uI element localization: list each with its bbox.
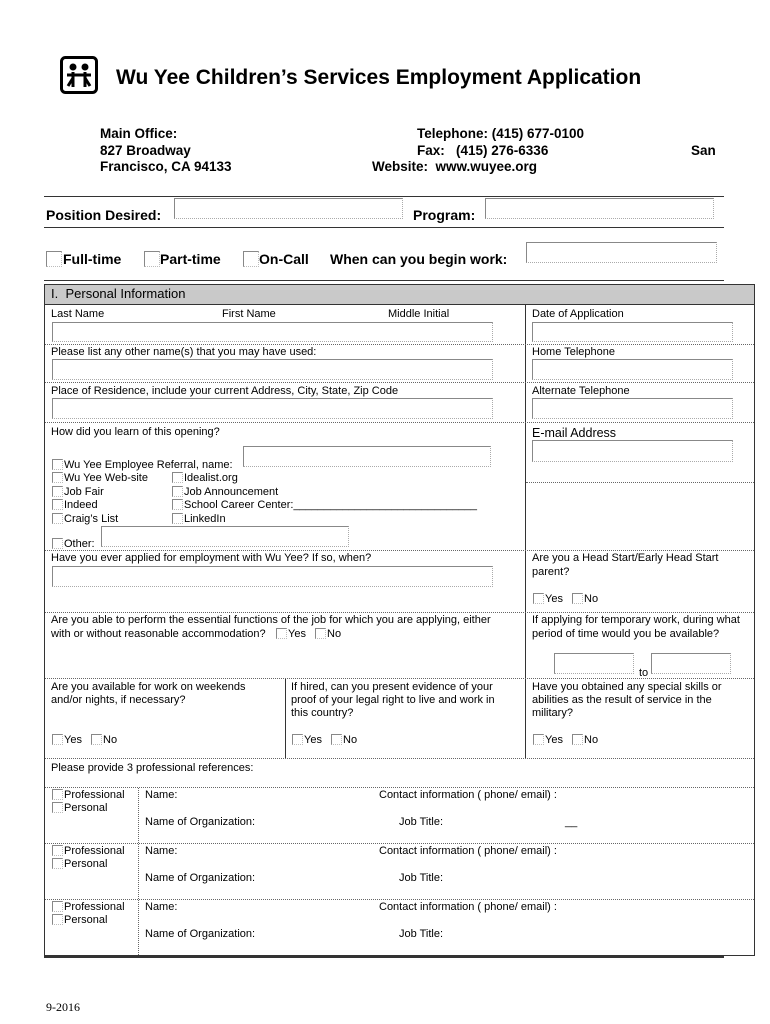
- essential-yes-label: Yes: [288, 628, 306, 640]
- last-name-label: Last Name: [51, 308, 105, 320]
- wu-yee-logo: [60, 56, 98, 94]
- city-fragment: San: [691, 143, 716, 158]
- essential-functions-label-1: Are you able to perform the essential functions of the job for which you are applying, either: [51, 614, 491, 626]
- indeed-label: Indeed: [64, 499, 98, 511]
- job-fair-label: Job Fair: [64, 486, 104, 498]
- ref3-job-title-label: Job Title:: [399, 928, 444, 940]
- website: Website: www.wuyee.org: [372, 159, 538, 174]
- program-label: Program:: [413, 207, 476, 223]
- section-title-text: Personal Information: [65, 286, 186, 301]
- ref1-personal-label: Personal: [64, 802, 108, 814]
- other-names-label: Please list any other name(s) that you may have used:: [51, 346, 317, 358]
- military-skills-label-3: military?: [532, 707, 573, 719]
- ref3-professional-checkbox[interactable]: [52, 901, 63, 912]
- office-label: Main Office:: [100, 126, 178, 141]
- other-source-field[interactable]: [101, 526, 349, 547]
- residence-label: Place of Residence, include your current Address, City, State, Zip Code: [51, 385, 399, 397]
- legal-no-checkbox[interactable]: [331, 734, 342, 745]
- temp-work-label-2: period of time would you be available?: [532, 628, 720, 640]
- military-no-label: No: [584, 734, 599, 746]
- address-line-2: Francisco, CA 94133: [100, 159, 232, 174]
- ref3-personal-checkbox[interactable]: [52, 914, 63, 925]
- military-yes-checkbox[interactable]: [533, 734, 544, 745]
- alternate-telephone-label: Alternate Telephone: [532, 385, 630, 397]
- section-title: [51, 286, 185, 301]
- position-desired-label: Position Desired:: [46, 207, 162, 223]
- full-time-checkbox[interactable]: [46, 251, 62, 267]
- middle-initial-label: Middle Initial: [388, 308, 450, 320]
- ref3-professional-label: Professional: [64, 901, 125, 913]
- ref2-professional-checkbox[interactable]: [52, 845, 63, 856]
- full-time-label: Full-time: [63, 251, 122, 267]
- row-divider: [45, 422, 754, 423]
- residence-field[interactable]: [52, 398, 493, 419]
- legal-right-label-3: this country?: [291, 707, 354, 719]
- ref2-job-title-label: Job Title:: [399, 872, 444, 884]
- ref2-personal-checkbox[interactable]: [52, 858, 63, 869]
- weekends-label-1: Are you available for work on weekends: [51, 681, 246, 693]
- ref3-contact-label: Contact information ( phone/ email) :: [379, 901, 557, 913]
- weekends-yes-label: Yes: [64, 734, 82, 746]
- position-rule: [44, 227, 724, 228]
- applied-before-label: Have you ever applied for employment with Wu Yee? If so, when?: [51, 552, 372, 564]
- position-desired-field[interactable]: [174, 198, 403, 219]
- ref1-contact-label: Contact information ( phone/ email) :: [379, 789, 557, 801]
- weekends-no-label: No: [103, 734, 118, 746]
- ref1-professional-checkbox[interactable]: [52, 789, 63, 800]
- head-start-no-checkbox[interactable]: [572, 593, 583, 604]
- ref1-organization-label: Name of Organization:: [145, 816, 256, 828]
- head-start-label-1: Are you a Head Start/Early Head Start: [532, 552, 719, 564]
- part-time-checkbox[interactable]: [144, 251, 160, 267]
- email-label: E-mail Address: [532, 426, 617, 440]
- full-name-field[interactable]: [52, 322, 493, 342]
- row-divider: [45, 758, 754, 759]
- military-yes-label: Yes: [545, 734, 563, 746]
- school-career-checkbox[interactable]: [172, 499, 183, 510]
- row-divider: [45, 344, 754, 345]
- head-start-no-label: No: [584, 593, 599, 605]
- other-names-field[interactable]: [52, 359, 493, 380]
- begin-work-field[interactable]: [526, 242, 717, 263]
- row-divider: [526, 482, 754, 483]
- program-field[interactable]: [485, 198, 714, 219]
- craigslist-checkbox[interactable]: [52, 513, 63, 524]
- craigslist-label: Craig’s List: [64, 513, 119, 525]
- ref2-personal-label: Personal: [64, 858, 108, 870]
- school-career-label: School Career Center:______________________________: [184, 499, 477, 511]
- column-divider: [525, 305, 526, 758]
- essential-functions-label-2: with or without reasonable accommodation?: [51, 628, 266, 640]
- referral-checkbox[interactable]: [52, 459, 63, 470]
- row-divider: [45, 612, 754, 613]
- ref2-name-label: Name:: [145, 845, 178, 857]
- address-line-1: 827 Broadway: [100, 142, 191, 158]
- idealist-checkbox[interactable]: [172, 472, 183, 483]
- begin-work-label: When can you begin work:: [330, 251, 508, 267]
- head-start-yes-checkbox[interactable]: [533, 593, 544, 604]
- ref3-organization-label: Name of Organization:: [145, 928, 256, 940]
- begin-rule: [44, 280, 724, 281]
- ref1-name-label: Name:: [145, 789, 178, 801]
- table-bottom-rule: [44, 956, 724, 958]
- home-telephone-label: Home Telephone: [532, 346, 615, 358]
- legal-yes-checkbox[interactable]: [292, 734, 303, 745]
- telephone: Telephone: (415) 677-0100: [417, 126, 585, 141]
- on-call-label: On-Call: [259, 251, 309, 267]
- legal-yes-label: Yes: [304, 734, 322, 746]
- ref2-professional-label: Professional: [64, 845, 125, 857]
- job-fair-checkbox[interactable]: [52, 486, 63, 497]
- indeed-checkbox[interactable]: [52, 499, 63, 510]
- essential-no-checkbox[interactable]: [315, 628, 326, 639]
- references-intro: Please provide 3 professional references:: [51, 762, 254, 774]
- job-announcement-label: Job Announcement: [184, 486, 279, 498]
- fax: Fax: (415) 276-6336: [417, 143, 549, 158]
- website-checkbox[interactable]: [52, 472, 63, 483]
- section-number: I.: [51, 286, 59, 301]
- weekends-no-checkbox[interactable]: [91, 734, 102, 745]
- ref1-job-title-label: Job Title:: [399, 816, 444, 828]
- row-divider: [45, 843, 754, 844]
- job-announcement-checkbox[interactable]: [172, 486, 183, 497]
- linkedin-checkbox[interactable]: [172, 513, 183, 524]
- ref1-professional-label: Professional: [64, 789, 125, 801]
- referral-label: Wu Yee Employee Referral, name:: [64, 459, 233, 471]
- other-label: Other:: [64, 538, 95, 550]
- idealist-label: Idealist.org: [184, 472, 238, 484]
- header-rule: [44, 196, 724, 197]
- to-label: to: [639, 667, 649, 679]
- office-address: [100, 126, 232, 176]
- date-of-application-field[interactable]: [532, 322, 733, 342]
- temp-work-label-1: If applying for temporary work, during what: [532, 614, 740, 626]
- legal-right-label-2: proof of your legal right to live and work in: [291, 694, 495, 706]
- row-divider: [45, 899, 754, 900]
- row-divider: [45, 382, 754, 383]
- linkedin-label: LinkedIn: [184, 513, 226, 525]
- row-divider: [45, 678, 754, 679]
- alternate-telephone-field[interactable]: [532, 398, 733, 419]
- temp-from-field[interactable]: [554, 653, 634, 674]
- essential-no-label: No: [327, 628, 342, 640]
- other-checkbox[interactable]: [52, 538, 63, 549]
- essential-yes-checkbox[interactable]: [276, 628, 287, 639]
- ref1-personal-checkbox[interactable]: [52, 802, 63, 813]
- first-name-label: First Name: [222, 308, 276, 320]
- legal-no-label: No: [343, 734, 358, 746]
- ref3-name-label: Name:: [145, 901, 178, 913]
- head-start-yes-label: Yes: [545, 593, 563, 605]
- ref2-organization-label: Name of Organization:: [145, 872, 256, 884]
- learn-opening-label: How did you learn of this opening?: [51, 426, 220, 438]
- weekends-yes-checkbox[interactable]: [52, 734, 63, 745]
- military-skills-label-2: abilities as the result of service in the: [532, 694, 712, 706]
- email-field[interactable]: [532, 440, 733, 462]
- row-divider: [45, 787, 754, 788]
- page-title: Wu Yee Children’s Services Employment Application: [116, 66, 642, 89]
- applied-before-field[interactable]: [52, 566, 493, 587]
- date-of-application-label: Date of Application: [532, 308, 624, 320]
- ref3-personal-label: Personal: [64, 914, 108, 926]
- military-no-checkbox[interactable]: [572, 734, 583, 745]
- row-divider: [45, 550, 754, 551]
- part-time-label: Part-time: [160, 251, 221, 267]
- temp-to-field[interactable]: [651, 653, 731, 674]
- ref1-dash: __: [565, 816, 578, 828]
- referral-name-field[interactable]: [243, 446, 491, 467]
- legal-right-label-1: If hired, can you present evidence of your: [291, 681, 493, 693]
- website-source-label: Wu Yee Web-site: [64, 472, 148, 484]
- revision-date: 9-2016: [46, 1000, 80, 1014]
- on-call-checkbox[interactable]: [243, 251, 259, 267]
- weekends-label-2: and/or nights, if necessary?: [51, 694, 186, 706]
- ref2-contact-label: Contact information ( phone/ email) :: [379, 845, 557, 857]
- head-start-label-2: parent?: [532, 566, 570, 578]
- military-skills-label-1: Have you obtained any special skills or: [532, 681, 722, 693]
- home-telephone-field[interactable]: [532, 359, 733, 380]
- column-divider: [285, 679, 286, 758]
- reference-column-divider: [138, 788, 139, 955]
